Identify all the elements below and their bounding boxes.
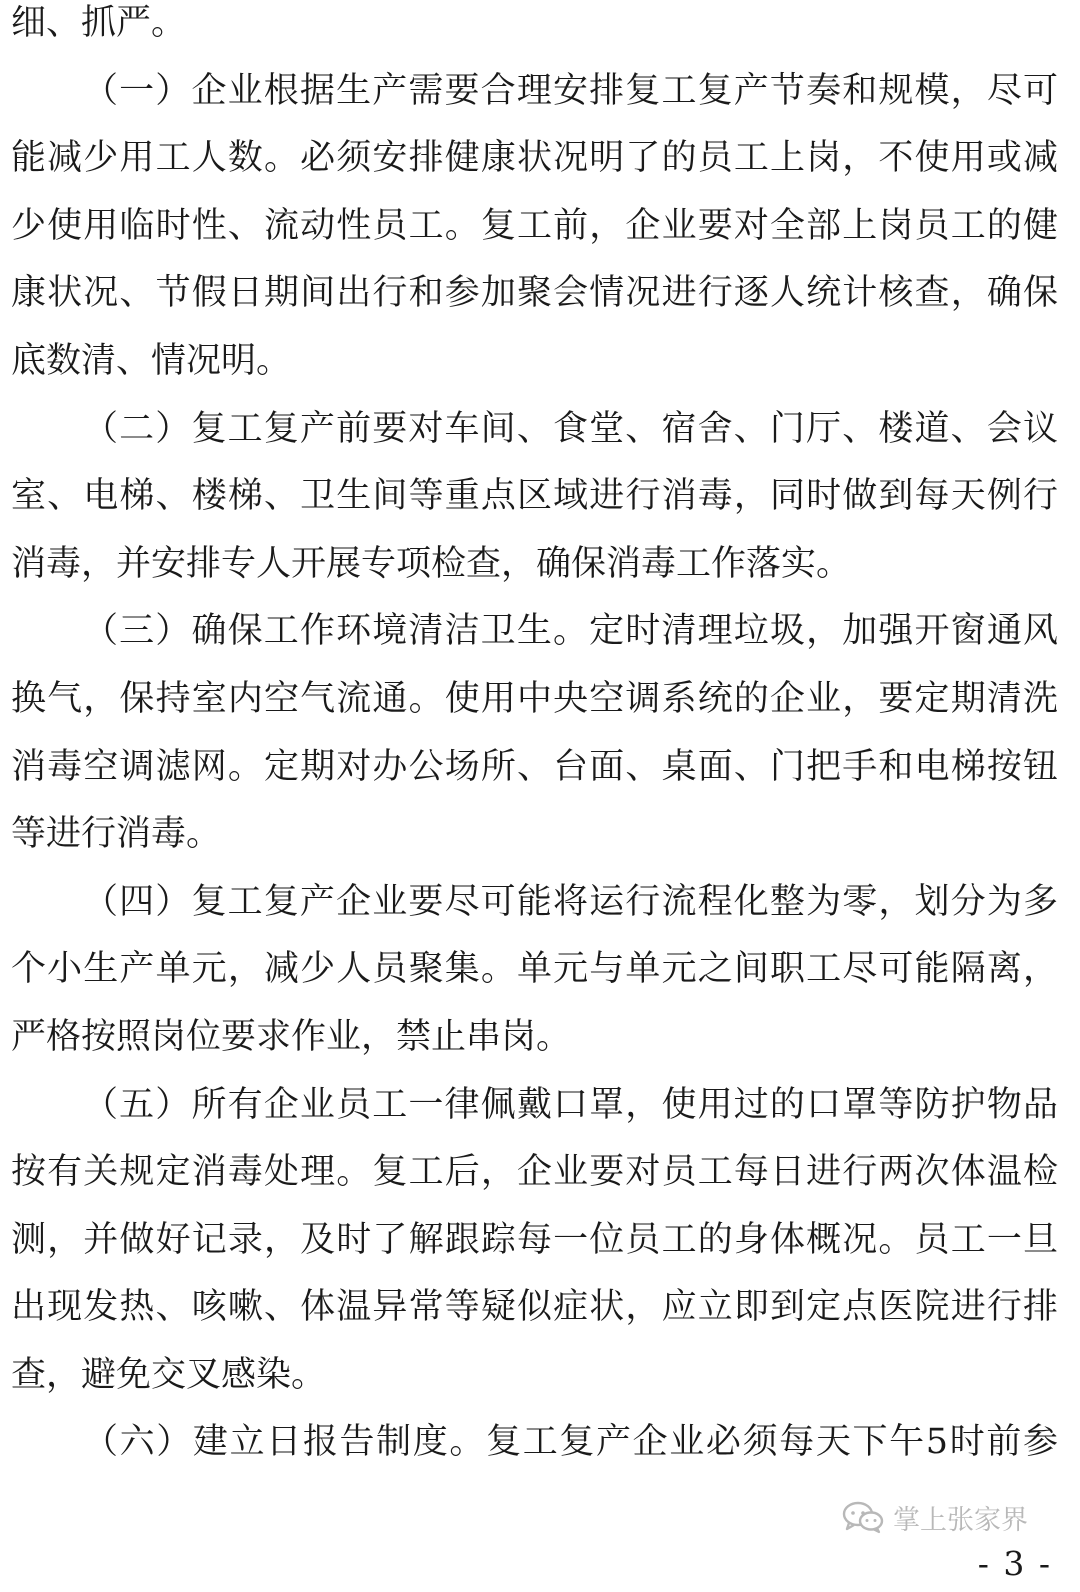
text-line: 严格按照岗位要求作业，禁止串岗。 <box>11 1016 572 1057</box>
text-line: 测，并做好记录，及时了解跟踪每一位员工的身体概况。员工一旦 <box>11 1219 1058 1260</box>
text-line: （四）复工复产企业要尽可能将运行流程化整为零，划分为多 <box>83 881 1058 922</box>
text-line: 按有关规定消毒处理。复工后，企业要对员工每日进行两次体温检 <box>11 1152 1058 1193</box>
text-line: （三）确保工作环境清洁卫生。定时清理垃圾，加强开窗通风 <box>83 611 1058 652</box>
text-line: 等进行消毒。 <box>11 814 222 855</box>
text-line: （六）建立日报告制度。复工复产企业必须每天下午5时前参 <box>83 1422 1058 1463</box>
text-line: 消毒，并安排专人开展专项检查，确保消毒工作落实。 <box>11 543 852 584</box>
text-line: 消毒空调滤网。定期对办公场所、台面、桌面、门把手和电梯按钮 <box>11 746 1058 787</box>
text-line: 细、抓严。 <box>11 3 187 43</box>
text-line: （一）企业根据生产需要合理安排复工复产节奏和规模，尽可 <box>83 70 1058 111</box>
wechat-watermark <box>841 1497 1028 1537</box>
text-line: 出现发热、咳嗽、体温异常等疑似症状，应立即到定点医院进行排 <box>11 1287 1058 1328</box>
text-line: 查，避免交叉感染。 <box>11 1354 327 1395</box>
text-line: 换气，保持室内空气流通。使用中央空调系统的企业，要定期清洗 <box>11 678 1058 719</box>
text-line: （二）复工复产前要对车间、食堂、宿舍、门厅、楼道、会议 <box>83 408 1058 449</box>
text-line: 康状况、节假日期间出行和参加聚会情况进行逐人统计核查，确保 <box>11 273 1058 314</box>
text-line: 个小生产单元，减少人员聚集。单元与单元之间职工尽可能隔离， <box>11 949 1058 990</box>
page-number: - 3 - <box>977 1544 1052 1583</box>
text-line: （五）所有企业员工一律佩戴口罩，使用过的口罩等防护物品 <box>83 1084 1058 1125</box>
text-line: 室、电梯、楼梯、卫生间等重点区域进行消毒，同时做到每天例行 <box>11 476 1058 517</box>
text-line: 能减少用工人数。必须安排健康状况明了的员工上岗，不使用或减 <box>11 138 1058 179</box>
wechat-icon <box>841 1500 885 1534</box>
text-line: 底数清、情况明。 <box>11 340 292 381</box>
watermark-text: 掌上张家界 <box>893 1504 1028 1536</box>
text-line: 少使用临时性、流动性员工。复工前，企业要对全部上岗员工的健 <box>11 205 1058 246</box>
